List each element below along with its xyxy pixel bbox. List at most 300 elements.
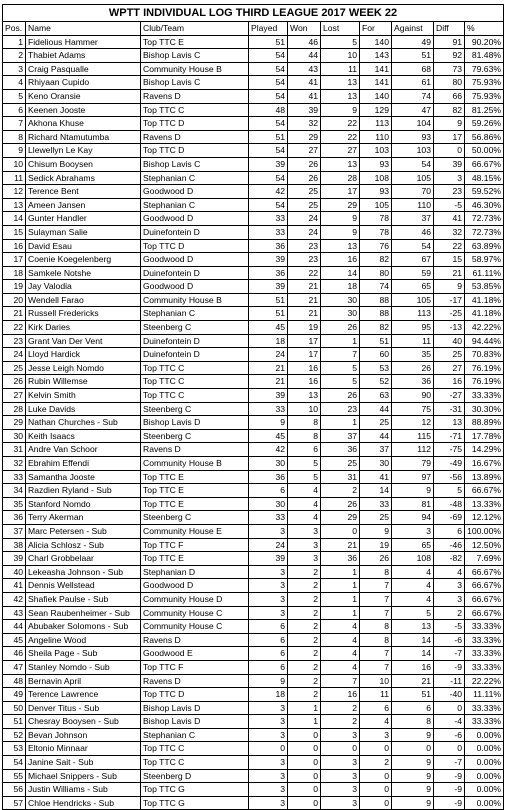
cell-club: Goodwood E [141,647,249,661]
cell-for: 141 [360,76,392,90]
cell-percent: 70.83% [465,348,504,362]
cell-club: Community House B [141,293,249,307]
cell-percent: 0.00% [465,742,504,756]
table-row [3,334,504,348]
cell-for: 44 [360,429,392,443]
cell-for: 78 [360,225,392,239]
table-row [3,293,504,307]
cell-played: 24 [249,538,288,552]
cell-against: 93 [392,130,434,144]
cell-club: Steenberg D [141,769,249,783]
cell-played: 30 [249,457,288,471]
cell-won: 0 [288,783,321,797]
cell-pos: 26 [3,375,26,389]
cell-lost: 11 [321,62,360,76]
cell-won: 16 [288,375,321,389]
cell-for: 0 [360,742,392,756]
cell-played: 54 [249,49,288,63]
cell-club: Top TTC G [141,796,249,810]
cell-played: 39 [249,253,288,267]
cell-diff: -7 [434,647,465,661]
cell-won: 10 [288,402,321,416]
table-row [3,225,504,239]
cell-diff: 41 [434,212,465,226]
cell-name: Llewellyn Le Kay [26,144,141,158]
cell-diff: -9 [434,796,465,810]
cell-pos: 17 [3,253,26,267]
cell-for: 140 [360,35,392,49]
cell-name: Chesray Booysen - Sub [26,715,141,729]
cell-percent: 0.00% [465,783,504,797]
cell-won: 25 [288,185,321,199]
cell-pos: 27 [3,389,26,403]
cell-against: 8 [392,715,434,729]
cell-name: Samkele Notshe [26,266,141,280]
cell-pos: 14 [3,212,26,226]
cell-club: Steenberg C [141,402,249,416]
table-row [3,171,504,185]
cell-for: 108 [360,171,392,185]
cell-pos: 4 [3,76,26,90]
cell-percent: 66.67% [465,592,504,606]
cell-pos: 41 [3,579,26,593]
cell-diff: -11 [434,674,465,688]
cell-against: 37 [392,212,434,226]
cell-lost: 0 [321,524,360,538]
cell-club: Community House C [141,620,249,634]
table-row [3,321,504,335]
cell-won: 6 [288,443,321,457]
cell-diff: 17 [434,130,465,144]
cell-for: 63 [360,389,392,403]
cell-percent: 75.93% [465,89,504,103]
cell-diff: -40 [434,688,465,702]
cell-name: Michael Snippers - Sub [26,769,141,783]
cell-name: Sulayman Salie [26,225,141,239]
header-diff: Diff [434,22,465,36]
cell-name: Razdien Ryland - Sub [26,484,141,498]
cell-lost: 3 [321,783,360,797]
cell-against: 115 [392,429,434,443]
cell-lost: 1 [321,592,360,606]
cell-for: 51 [360,334,392,348]
cell-diff: 13 [434,416,465,430]
cell-pos: 49 [3,688,26,702]
cell-for: 25 [360,511,392,525]
cell-percent: 30.30% [465,402,504,416]
cell-against: 74 [392,89,434,103]
cell-name: Andre Van Schoor [26,443,141,457]
cell-club: Top TTC F [141,660,249,674]
cell-diff: 80 [434,76,465,90]
cell-club: Ravens D [141,130,249,144]
cell-pos: 32 [3,457,26,471]
cell-against: 51 [392,688,434,702]
cell-diff: 92 [434,49,465,63]
cell-pos: 40 [3,565,26,579]
cell-lost: 18 [321,280,360,294]
table-row [3,157,504,171]
cell-percent: 76.19% [465,375,504,389]
cell-percent: 59.52% [465,185,504,199]
cell-against: 65 [392,538,434,552]
cell-name: Charl Grobbelaar [26,552,141,566]
table-row [3,769,504,783]
cell-pos: 50 [3,701,26,715]
cell-club: Ravens D [141,674,249,688]
table-row [3,606,504,620]
cell-club: Top TTC D [141,239,249,253]
cell-played: 54 [249,198,288,212]
cell-for: 44 [360,402,392,416]
table-row [3,89,504,103]
cell-played: 39 [249,552,288,566]
table-row [3,457,504,471]
cell-against: 113 [392,307,434,321]
cell-won: 19 [288,321,321,335]
cell-against: 0 [392,742,434,756]
cell-name: Coenie Koegelenberg [26,253,141,267]
cell-diff: -56 [434,470,465,484]
cell-percent: 12.12% [465,511,504,525]
cell-played: 51 [249,130,288,144]
cell-name: Bevan Johnson [26,728,141,742]
cell-name: David Esau [26,239,141,253]
cell-lost: 27 [321,144,360,158]
cell-for: 82 [360,253,392,267]
cell-won: 16 [288,361,321,375]
cell-won: 4 [288,497,321,511]
cell-for: 11 [360,688,392,702]
cell-club: Steenberg C [141,429,249,443]
cell-played: 54 [249,144,288,158]
cell-against: 6 [392,701,434,715]
cell-for: 30 [360,457,392,471]
cell-name: Chloe Hendricks - Sub [26,796,141,810]
cell-lost: 14 [321,266,360,280]
cell-played: 51 [249,35,288,49]
cell-pos: 15 [3,225,26,239]
cell-played: 39 [249,157,288,171]
cell-percent: 100.00% [465,524,504,538]
cell-won: 1 [288,701,321,715]
cell-name: Keith Isaacs [26,429,141,443]
cell-against: 9 [392,783,434,797]
cell-for: 0 [360,769,392,783]
table-row [3,715,504,729]
table-row [3,76,504,90]
cell-won: 24 [288,212,321,226]
cell-name: Richard Ntamutumba [26,130,141,144]
title-row [3,5,504,22]
cell-pos: 21 [3,307,26,321]
cell-club: Duinefontein D [141,348,249,362]
header-won: Won [288,22,321,36]
cell-diff: 16 [434,375,465,389]
cell-pos: 25 [3,361,26,375]
cell-won: 21 [288,293,321,307]
cell-club: Ravens D [141,633,249,647]
cell-for: 19 [360,538,392,552]
cell-diff: 3 [434,171,465,185]
cell-won: 0 [288,742,321,756]
cell-won: 3 [288,538,321,552]
table-row [3,538,504,552]
cell-percent: 72.73% [465,225,504,239]
table-row [3,416,504,430]
cell-lost: 13 [321,89,360,103]
cell-club: Top TTC C [141,742,249,756]
header-percent: % [465,22,504,36]
cell-won: 0 [288,769,321,783]
cell-against: 112 [392,443,434,457]
table-row [3,701,504,715]
cell-pos: 48 [3,674,26,688]
cell-played: 54 [249,117,288,131]
cell-lost: 16 [321,253,360,267]
cell-name: Denver Titus - Sub [26,701,141,715]
table-row [3,688,504,702]
table-row [3,103,504,117]
cell-pos: 33 [3,470,26,484]
cell-against: 36 [392,375,434,389]
cell-lost: 1 [321,565,360,579]
cell-diff: 15 [434,253,465,267]
cell-percent: 22.22% [465,674,504,688]
league-log-sheet [2,4,503,810]
cell-played: 6 [249,647,288,661]
cell-percent: 58.97% [465,253,504,267]
cell-against: 90 [392,389,434,403]
cell-won: 5 [288,457,321,471]
cell-against: 13 [392,620,434,634]
table-row [3,144,504,158]
cell-name: Keenen Jooste [26,103,141,117]
cell-name: Rubin Willemse [26,375,141,389]
table-row [3,185,504,199]
cell-name: Terry Akerman [26,511,141,525]
cell-pos: 28 [3,402,26,416]
cell-name: Terence Bent [26,185,141,199]
cell-against: 97 [392,470,434,484]
cell-percent: 33.33% [465,660,504,674]
cell-percent: 42.22% [465,321,504,335]
cell-lost: 2 [321,484,360,498]
cell-for: 4 [360,715,392,729]
cell-for: 8 [360,620,392,634]
cell-against: 54 [392,239,434,253]
cell-lost: 1 [321,579,360,593]
cell-played: 3 [249,756,288,770]
cell-name: Alicia Schlosz - Sub [26,538,141,552]
cell-lost: 9 [321,225,360,239]
cell-won: 2 [288,606,321,620]
cell-played: 36 [249,266,288,280]
cell-percent: 16.67% [465,457,504,471]
cell-played: 6 [249,620,288,634]
table-row [3,647,504,661]
cell-pos: 20 [3,293,26,307]
cell-pos: 18 [3,266,26,280]
cell-won: 24 [288,225,321,239]
table-row [3,130,504,144]
cell-lost: 13 [321,76,360,90]
cell-lost: 30 [321,307,360,321]
cell-lost: 9 [321,103,360,117]
cell-played: 3 [249,606,288,620]
cell-played: 33 [249,225,288,239]
cell-pos: 47 [3,660,26,674]
cell-pos: 31 [3,443,26,457]
cell-name: Sean Raubenheimer - Sub [26,606,141,620]
cell-against: 51 [392,49,434,63]
cell-diff: 66 [434,89,465,103]
cell-for: 25 [360,416,392,430]
cell-for: 33 [360,497,392,511]
cell-against: 5 [392,606,434,620]
league-log-table [2,4,504,810]
cell-name: Eltonio Minnaar [26,742,141,756]
cell-percent: 94.44% [465,334,504,348]
cell-won: 8 [288,429,321,443]
table-row [3,35,504,49]
cell-percent: 0.00% [465,756,504,770]
cell-won: 2 [288,579,321,593]
header-pos: Pos. [3,22,26,36]
cell-pos: 57 [3,796,26,810]
cell-diff: -71 [434,429,465,443]
cell-name: Russell Fredericks [26,307,141,321]
cell-for: 105 [360,198,392,212]
cell-won: 26 [288,157,321,171]
cell-played: 6 [249,660,288,674]
cell-name: Angeline Wood [26,633,141,647]
cell-lost: 3 [321,756,360,770]
cell-club: Top TTC E [141,552,249,566]
cell-club: Top TTC E [141,484,249,498]
cell-lost: 2 [321,715,360,729]
cell-percent: 81.25% [465,103,504,117]
cell-name: Stanley Nomdo - Sub [26,660,141,674]
cell-played: 36 [249,239,288,253]
cell-diff: 25 [434,348,465,362]
cell-won: 17 [288,334,321,348]
cell-percent: 66.67% [465,484,504,498]
table-row [3,728,504,742]
cell-club: Steenberg C [141,321,249,335]
cell-diff: -9 [434,769,465,783]
cell-percent: 66.67% [465,579,504,593]
cell-diff: -5 [434,620,465,634]
cell-club: Bishop Lavis D [141,701,249,715]
cell-name: Gunter Handler [26,212,141,226]
cell-against: 35 [392,348,434,362]
table-row [3,389,504,403]
cell-club: Top TTC F [141,538,249,552]
header-lost: Lost [321,22,360,36]
table-row [3,117,504,131]
cell-name: Justin Williams - Sub [26,783,141,797]
cell-club: Top TTC C [141,389,249,403]
cell-against: 14 [392,647,434,661]
cell-against: 12 [392,416,434,430]
cell-club: Goodwood D [141,579,249,593]
cell-percent: 53.85% [465,280,504,294]
cell-for: 3 [360,728,392,742]
cell-for: 93 [360,157,392,171]
cell-won: 22 [288,266,321,280]
cell-played: 39 [249,280,288,294]
cell-lost: 22 [321,117,360,131]
cell-won: 23 [288,253,321,267]
cell-against: 79 [392,457,434,471]
table-row [3,239,504,253]
cell-played: 54 [249,171,288,185]
cell-pos: 23 [3,334,26,348]
cell-diff: -9 [434,660,465,674]
cell-club: Stephanian D [141,565,249,579]
cell-won: 2 [288,647,321,661]
cell-name: Samantha Jooste [26,470,141,484]
cell-name: Sheila Page - Sub [26,647,141,661]
cell-won: 17 [288,348,321,362]
cell-club: Top TTC C [141,756,249,770]
cell-won: 4 [288,484,321,498]
cell-name: Kelvin Smith [26,389,141,403]
cell-lost: 3 [321,728,360,742]
cell-diff: -6 [434,728,465,742]
cell-name: Jesse Leigh Nomdo [26,361,141,375]
cell-percent: 33.33% [465,620,504,634]
cell-played: 33 [249,511,288,525]
cell-club: Duinefontein D [141,225,249,239]
table-row [3,511,504,525]
table-row [3,49,504,63]
cell-for: 110 [360,130,392,144]
cell-lost: 9 [321,212,360,226]
cell-club: Duinefontein D [141,334,249,348]
table-row [3,198,504,212]
cell-against: 95 [392,321,434,335]
cell-club: Bishop Lavis D [141,416,249,430]
cell-won: 21 [288,280,321,294]
cell-against: 9 [392,769,434,783]
cell-played: 45 [249,429,288,443]
cell-percent: 13.33% [465,497,504,511]
cell-diff: 3 [434,579,465,593]
cell-lost: 21 [321,538,360,552]
cell-diff: -7 [434,756,465,770]
cell-pos: 43 [3,606,26,620]
cell-club: Community House D [141,592,249,606]
cell-name: Janine Sait - Sub [26,756,141,770]
cell-percent: 46.30% [465,198,504,212]
cell-diff: 22 [434,239,465,253]
cell-diff: 21 [434,266,465,280]
cell-played: 3 [249,715,288,729]
cell-percent: 48.15% [465,171,504,185]
cell-percent: 41.18% [465,307,504,321]
cell-pos: 10 [3,157,26,171]
cell-diff: 0 [434,701,465,715]
cell-percent: 56.86% [465,130,504,144]
cell-played: 6 [249,633,288,647]
cell-won: 46 [288,35,321,49]
cell-diff: -31 [434,402,465,416]
cell-for: 141 [360,62,392,76]
cell-percent: 12.50% [465,538,504,552]
cell-club: Top TTC C [141,361,249,375]
